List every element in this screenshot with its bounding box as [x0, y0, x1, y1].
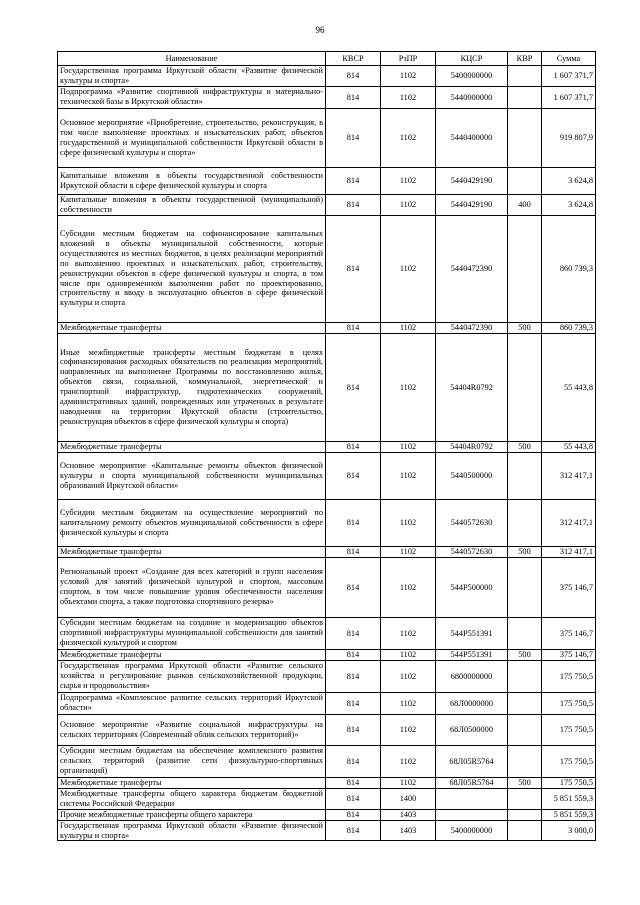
cell-kcsr: 5440000000: [436, 86, 508, 108]
cell-kcsr: 54404R0792: [436, 333, 508, 441]
cell-rzpr: 1102: [381, 322, 436, 333]
cell-rzpr: 1102: [381, 86, 436, 108]
cell-kvr: [508, 333, 542, 441]
cell-sum: 3 000,0: [542, 820, 596, 841]
table-row: [58, 66, 596, 87]
cell-sum: 3 624,8: [542, 167, 596, 194]
cell-sum: 312 417,1: [542, 452, 596, 499]
cell-kvsr: 814: [326, 441, 381, 452]
table-row: [58, 777, 596, 788]
cell-name: Капитальные вложения в объекты государственной собственности Иркутской области в сфере физической культуры и спорта: [58, 167, 326, 194]
cell-sum: 175 750,5: [542, 660, 596, 692]
cell-rzpr: 1102: [381, 441, 436, 452]
cell-kcsr: 5400000000: [436, 820, 508, 841]
cell-kcsr: 5440472390: [436, 215, 508, 322]
table-row: [58, 452, 596, 499]
cell-kvr: [508, 809, 542, 820]
cell-kcsr: 5440572630: [436, 499, 508, 546]
cell-sum: 175 750,5: [542, 745, 596, 777]
cell-kvr: 500: [508, 441, 542, 452]
column-header-rzpr: РзПР: [381, 52, 436, 66]
cell-name: Основное мероприятие «Развитие социальной инфраструктуры на сельских территориях (Современный облик сельских территорий)»: [58, 714, 326, 745]
cell-sum: 860 739,3: [542, 322, 596, 333]
cell-kcsr: 54404R0792: [436, 441, 508, 452]
cell-kvsr: 814: [326, 649, 381, 660]
cell-kcsr: [436, 809, 508, 820]
table-row: [58, 692, 596, 714]
cell-sum: 55 443,8: [542, 441, 596, 452]
cell-rzpr: 1102: [381, 777, 436, 788]
cell-name: Подпрограмма «Комплексное развитие сельских территорий Иркутской области»: [58, 692, 326, 714]
column-header-kvr: КВР: [508, 52, 542, 66]
cell-rzpr: 1102: [381, 167, 436, 194]
budget-table: [57, 51, 596, 841]
cell-name: Иные межбюджетные трансферты местным бюджетам в целях софинансирования расходных обязательств по реализации мероприятий, направленных на выполнение Программы по восстановлению жилья, объектов связи, социальной, коммунальной, энергетической и транспортной инфраструктур, гидротехнических сооружений, административных зданий, поврежденных или утраченных в результате наводнения на территории Иркутской области (строительство, реконструкция объектов в сфере физической культуры и спорта): [58, 333, 326, 441]
table-row: [58, 215, 596, 322]
cell-kvr: [508, 788, 542, 809]
column-header-name: Наименование: [58, 52, 326, 66]
cell-kvsr: 814: [326, 692, 381, 714]
cell-kcsr: 6800000000: [436, 660, 508, 692]
cell-kcsr: 544P551391: [436, 617, 508, 649]
cell-name: Межбюджетные трансферты: [58, 546, 326, 557]
cell-kvr: [508, 167, 542, 194]
cell-rzpr: 1102: [381, 617, 436, 649]
cell-rzpr: 1102: [381, 660, 436, 692]
cell-rzpr: 1102: [381, 194, 436, 215]
cell-rzpr: 1102: [381, 692, 436, 714]
cell-kvsr: 814: [326, 66, 381, 87]
cell-rzpr: 1403: [381, 820, 436, 841]
cell-kvsr: 814: [326, 452, 381, 499]
cell-name: Подпрограмма «Развитие спортивной инфраструктуры и материально- технической базы в Иркутской области»: [58, 86, 326, 108]
cell-kcsr: 544P551391: [436, 649, 508, 660]
cell-rzpr: 1102: [381, 108, 436, 167]
cell-sum: 175 750,5: [542, 714, 596, 745]
cell-kvsr: 814: [326, 745, 381, 777]
cell-kvr: [508, 66, 542, 87]
cell-kvsr: 814: [326, 788, 381, 809]
cell-kvsr: 814: [326, 322, 381, 333]
table-row: [58, 649, 596, 660]
cell-kcsr: 5440472390: [436, 322, 508, 333]
cell-kcsr: 68Л05R5764: [436, 745, 508, 777]
cell-name: Межбюджетные трансферты: [58, 649, 326, 660]
table-row: [58, 617, 596, 649]
cell-name: Основное мероприятие «Приобретение, строительство, реконструкция, в том числе выполнение проектных и изыскательских работ, объектов государственной и муниципальной собственности Иркутской области в сфере физической культуры и спорта»: [58, 108, 326, 167]
cell-kvsr: 814: [326, 194, 381, 215]
table-row: [58, 333, 596, 441]
table-row: [58, 108, 596, 167]
cell-kvr: [508, 452, 542, 499]
cell-kvr: [508, 660, 542, 692]
cell-rzpr: 1102: [381, 649, 436, 660]
cell-name: Государственная программа Иркутской области «Развитие сельского хозяйства и регулирование рынков сельскохозяйственной продукции, сырья и продовольствия»: [58, 660, 326, 692]
cell-name: Основное мероприятие «Капитальные ремонты объектов физической культуры и спорта муниципальной собственности муниципальных образований Иркутской области»: [58, 452, 326, 499]
cell-kvsr: 814: [326, 557, 381, 617]
table-row: [58, 167, 596, 194]
cell-rzpr: 1400: [381, 788, 436, 809]
cell-kcsr: 5440572630: [436, 546, 508, 557]
cell-kvsr: 814: [326, 108, 381, 167]
table-row: [58, 714, 596, 745]
cell-kvr: [508, 692, 542, 714]
cell-name: Субсидии местным бюджетам на софинансирование капитальных вложений в объекты муниципальной собственности, которые осуществляются из местных бюджетов, в целях реализации мероприятий по выполнению проектных и изыскательских работ, строительству, реконструкции объектов в сфере физической культуры и спорта, в том числе при одновременном выполнении работ по проектированию, строительству и вводу в эксплуатацию объектов в сфере физической культуры и спорта: [58, 215, 326, 322]
cell-kcsr: 5440429190: [436, 194, 508, 215]
cell-kvsr: 814: [326, 546, 381, 557]
cell-name: Межбюджетные трансферты: [58, 777, 326, 788]
cell-name: Государственная программа Иркутской области «Развитие физической культуры и спорта»: [58, 820, 326, 841]
cell-sum: 5 851 559,3: [542, 788, 596, 809]
cell-kvr: [508, 499, 542, 546]
cell-sum: 375 146,7: [542, 557, 596, 617]
cell-rzpr: 1102: [381, 714, 436, 745]
cell-sum: 312 417,1: [542, 546, 596, 557]
cell-kvsr: 814: [326, 809, 381, 820]
cell-kvr: [508, 745, 542, 777]
cell-kvsr: 814: [326, 499, 381, 546]
cell-rzpr: 1102: [381, 499, 436, 546]
cell-kcsr: 5400000000: [436, 66, 508, 87]
cell-kvsr: 814: [326, 333, 381, 441]
table-row: [58, 322, 596, 333]
cell-kvsr: 814: [326, 714, 381, 745]
cell-sum: 860 739,3: [542, 215, 596, 322]
cell-rzpr: 1102: [381, 546, 436, 557]
cell-kcsr: 5440400000: [436, 108, 508, 167]
table-row: [58, 546, 596, 557]
cell-kcsr: 544P500000: [436, 557, 508, 617]
cell-sum: 175 750,5: [542, 777, 596, 788]
cell-kvr: [508, 617, 542, 649]
cell-sum: 1 607 371,7: [542, 66, 596, 87]
column-header-sum: Сумма: [542, 52, 596, 66]
cell-sum: 175 750,5: [542, 692, 596, 714]
cell-kcsr: 5440500000: [436, 452, 508, 499]
table-row: [58, 745, 596, 777]
cell-kvr: [508, 714, 542, 745]
cell-sum: 1 607 371,7: [542, 86, 596, 108]
cell-kcsr: 68Л0000000: [436, 692, 508, 714]
column-header-kvsr: КВСР: [326, 52, 381, 66]
cell-kvr: [508, 86, 542, 108]
cell-sum: 5 851 559,3: [542, 809, 596, 820]
cell-name: Субсидии местным бюджетам на осуществление мероприятий по капитальному ремонту объектов муниципальной собственности в сфере физической культуры и спорта: [58, 499, 326, 546]
cell-rzpr: 1102: [381, 745, 436, 777]
cell-name: Субсидии местным бюджетам на обеспечение комплексного развития сельских территорий (развитие сети физкультурно-спортивных организаций): [58, 745, 326, 777]
cell-kvsr: 814: [326, 617, 381, 649]
cell-kvr: 500: [508, 322, 542, 333]
cell-kvr: [508, 820, 542, 841]
cell-kcsr: 5440429190: [436, 167, 508, 194]
table-row: [58, 194, 596, 215]
table-row: [58, 809, 596, 820]
cell-sum: 919 807,9: [542, 108, 596, 167]
cell-rzpr: 1102: [381, 452, 436, 499]
cell-rzpr: 1102: [381, 333, 436, 441]
cell-kvsr: 814: [326, 86, 381, 108]
table-row: [58, 660, 596, 692]
cell-sum: 312 417,1: [542, 499, 596, 546]
cell-kvsr: 814: [326, 820, 381, 841]
cell-kvr: 500: [508, 649, 542, 660]
cell-sum: 375 146,7: [542, 617, 596, 649]
cell-kvr: [508, 215, 542, 322]
cell-sum: 3 624,8: [542, 194, 596, 215]
table-header-row: [58, 52, 596, 66]
cell-kvr: 400: [508, 194, 542, 215]
cell-name: Государственная программа Иркутской области «Развитие физической культуры и спорта»: [58, 66, 326, 87]
table-row: [58, 820, 596, 841]
cell-name: Прочие межбюджетные трансферты общего характера: [58, 809, 326, 820]
cell-rzpr: 1102: [381, 215, 436, 322]
cell-kvr: [508, 108, 542, 167]
table-row: [58, 788, 596, 809]
cell-sum: 375 146,7: [542, 649, 596, 660]
cell-kvsr: 814: [326, 777, 381, 788]
table-row: [58, 86, 596, 108]
cell-kcsr: [436, 788, 508, 809]
cell-name: Субсидии местным бюджетам на создание и модернизацию объектов спортивной инфраструктуры муниципальной собственности для занятий физической культурой и спортом: [58, 617, 326, 649]
cell-kvsr: 814: [326, 660, 381, 692]
cell-kvsr: 814: [326, 215, 381, 322]
cell-name: Капитальные вложения в объекты государственной (муниципальной) собственности: [58, 194, 326, 215]
cell-kvr: 500: [508, 546, 542, 557]
cell-sum: 55 443,8: [542, 333, 596, 441]
cell-kvr: [508, 557, 542, 617]
cell-rzpr: 1403: [381, 809, 436, 820]
cell-name: Межбюджетные трансферты: [58, 322, 326, 333]
table-row: [58, 499, 596, 546]
cell-kcsr: 68Л05R5764: [436, 777, 508, 788]
cell-rzpr: 1102: [381, 66, 436, 87]
cell-name: Межбюджетные трансферты общего характера бюджетам бюджетной системы Российской Федерации: [58, 788, 326, 809]
cell-name: Межбюджетные трансферты: [58, 441, 326, 452]
table-row: [58, 557, 596, 617]
table-row: [58, 441, 596, 452]
page-number: 96: [315, 25, 325, 35]
cell-name: Региональный проект «Создание для всех категорий и групп населения условий для занятий физической культурой и спортом, массовым спортом, в том числе повышение уровня обеспеченности населения объектами спорта, а также подготовка спортивного резерва»: [58, 557, 326, 617]
cell-kvsr: 814: [326, 167, 381, 194]
cell-rzpr: 1102: [381, 557, 436, 617]
column-header-kcsr: КЦСР: [436, 52, 508, 66]
cell-kvr: 500: [508, 777, 542, 788]
cell-kcsr: 68Л0500000: [436, 714, 508, 745]
